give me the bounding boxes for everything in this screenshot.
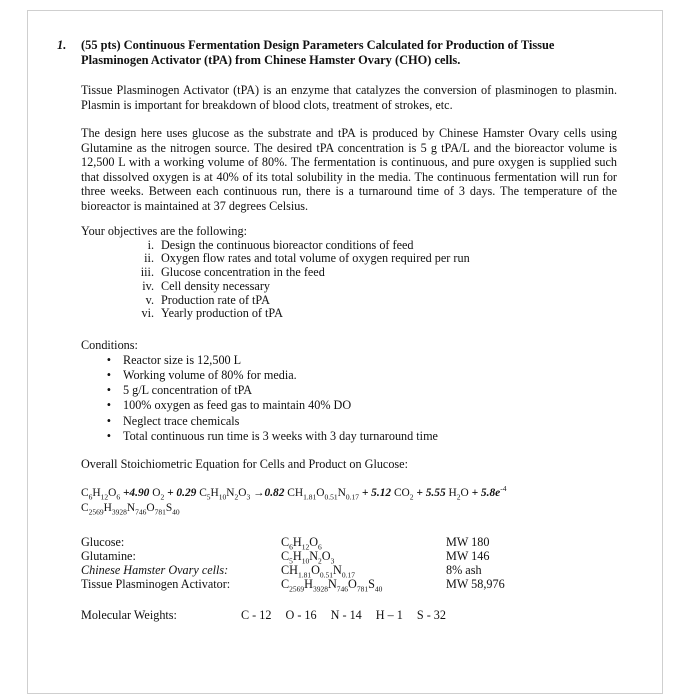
bullet-icon: •: [106, 367, 111, 382]
molecular-weights-label: Molecular Weights:: [81, 608, 177, 623]
table-row: [81, 562, 617, 580]
bullet-icon: •: [106, 428, 111, 443]
numeral: i.: [147, 237, 154, 252]
list-item: [81, 280, 617, 294]
list-item: [81, 307, 617, 321]
molecular-weights: [81, 608, 617, 623]
list-item: [81, 383, 617, 398]
element-weight: C - 12: [241, 608, 272, 623]
stoichiometry-heading: Overall Stoichiometric Equation for Cells and Product on Glucose:: [81, 457, 408, 471]
element-weight: N - 14: [330, 608, 362, 623]
coef-glutamine: + 0.29: [167, 486, 197, 499]
species-name: Glutamine:: [81, 548, 136, 563]
species-mw: 8% ash: [446, 562, 482, 577]
species-mw: MW 58,976: [446, 577, 505, 592]
objective-text: Yearly production of tPA: [161, 306, 283, 321]
bullet-icon: •: [106, 413, 111, 428]
objective-text: Production rate of tPA: [161, 292, 270, 307]
bullet-icon: •: [106, 383, 111, 398]
objectives-list: [81, 239, 617, 322]
condition-text: Reactor size is 12,500 L: [123, 352, 242, 367]
equation-line-2: $C_{2569}H_{3928}N_{746}O_{781}S_{40}$: [81, 501, 180, 516]
species-formula: $CH_{1.81}O_{0.51}N_{0.17}$: [281, 562, 355, 580]
list-item: [81, 252, 617, 266]
question-number: 1.: [57, 38, 67, 52]
equation-line-1: $C_6H_{12}O_6 +4.90$ $O_2 + 0.29$ $C_5H_{10}N_2O_3 \to 0.82$ $CH_{1.81}O_{0.51}N_{0.17} + 5.12$ $CO_2 + 5.55$ $H_2O + 5.8e^{-4}$: [81, 483, 507, 501]
species-table: [81, 535, 617, 592]
list-item: [81, 266, 617, 280]
objective-text: Glucose concentration in the feed: [161, 265, 325, 280]
table-row: [81, 535, 617, 549]
stoichiometric-equation: [81, 483, 617, 516]
condition-text: Working volume of 80% for media.: [123, 367, 297, 382]
list-item: [81, 368, 617, 383]
tpa-exponent: -4: [500, 483, 507, 493]
species-formula: $C_{2569}H_{3928}N_{746}O_{781}S_{40}$: [281, 577, 383, 594]
species-name: Chinese Hamster Ovary cells:: [81, 562, 229, 577]
list-item: [81, 429, 617, 444]
element-weight: S - 32: [416, 608, 446, 623]
list-item: [81, 414, 617, 429]
species-mw: MW 180: [446, 534, 490, 549]
species-formula: $C_6H_{12}O_6$: [281, 534, 322, 551]
intro-paragraph: Tissue Plasminogen Activator (tPA) is an enzyme that catalyzes the conversion of plasminogen to plasmin. Plasmin is important for breakdown of blood clots, treatment of strokes, etc.: [81, 83, 617, 112]
list-item: [81, 239, 617, 253]
numeral: iii.: [140, 265, 154, 280]
numeral: ii.: [144, 251, 154, 266]
objective-text: Design the continuous bioreactor conditions of feed: [161, 237, 414, 252]
document-content: [57, 38, 617, 623]
question-title: (55 pts) Continuous Fermentation Design Parameters Calculated for Production of Tissue Plasminogen Activator (tPA) from Chinese Hamster Ovary (CHO) cells.: [81, 38, 555, 67]
species-name: Tissue Plasminogen Activator:: [81, 577, 231, 592]
numeral: iv.: [142, 278, 154, 293]
list-item: [81, 398, 617, 413]
condition-text: Neglect trace chemicals: [123, 413, 240, 428]
reaction-arrow: →: [253, 486, 265, 499]
table-row: [81, 548, 617, 566]
coef-tpa: + 5.8e: [471, 486, 501, 499]
condition-text: Total continuous run time is 3 weeks with 3 day turnaround time: [123, 428, 438, 443]
conditions-heading: Conditions:: [81, 338, 138, 353]
design-paragraph: The design here uses glucose as the substrate and tPA is produced by Chinese Hamster Ovary cells using Glutamine as the nitrogen source. The desired tPA concentration is 5 g tPA/L and the bioreactor volume is 12,500 L with a working volume of 80%. The fermentation is continuous, and pure oxygen is supplied such that dissolved oxygen is at 40% of its total solubility in the media. The continuous fermentation will run for three weeks. Between each continuous run, there is a turnaround time of 3 days. The temperature of the bioreactor is maintained at 37 degrees Celsius.: [81, 126, 617, 213]
table-row: [81, 577, 617, 594]
coef-co2: + 5.12: [361, 486, 392, 499]
coef-h2o: + 5.55: [416, 486, 446, 499]
conditions-list: [81, 353, 617, 444]
numeral: vi.: [141, 306, 154, 321]
list-item: [81, 294, 617, 308]
list-item: [81, 353, 617, 368]
coef-cells: 0.82: [264, 486, 285, 499]
condition-text: 100% oxygen as feed gas to maintain 40% DO: [123, 398, 352, 413]
objective-text: Cell density necessary: [161, 278, 270, 293]
element-weight: H – 1: [375, 608, 403, 623]
objectives-heading: Your objectives are the following:: [81, 224, 247, 238]
condition-text: 5 g/L concentration of tPA: [123, 383, 253, 398]
element-weight: O - 16: [285, 608, 317, 623]
bullet-icon: •: [106, 352, 111, 367]
bullet-icon: •: [106, 398, 111, 413]
question-heading: [57, 38, 617, 68]
species-formula: $C_5H_{10}N_2O_3$: [281, 548, 335, 566]
numeral: v.: [145, 292, 154, 307]
species-mw: MW 146: [446, 548, 490, 563]
coef-o2: +4.90: [122, 486, 150, 499]
objective-text: Oxygen flow rates and total volume of oxygen required per run: [161, 251, 470, 266]
species-name: Glucose:: [81, 534, 125, 549]
